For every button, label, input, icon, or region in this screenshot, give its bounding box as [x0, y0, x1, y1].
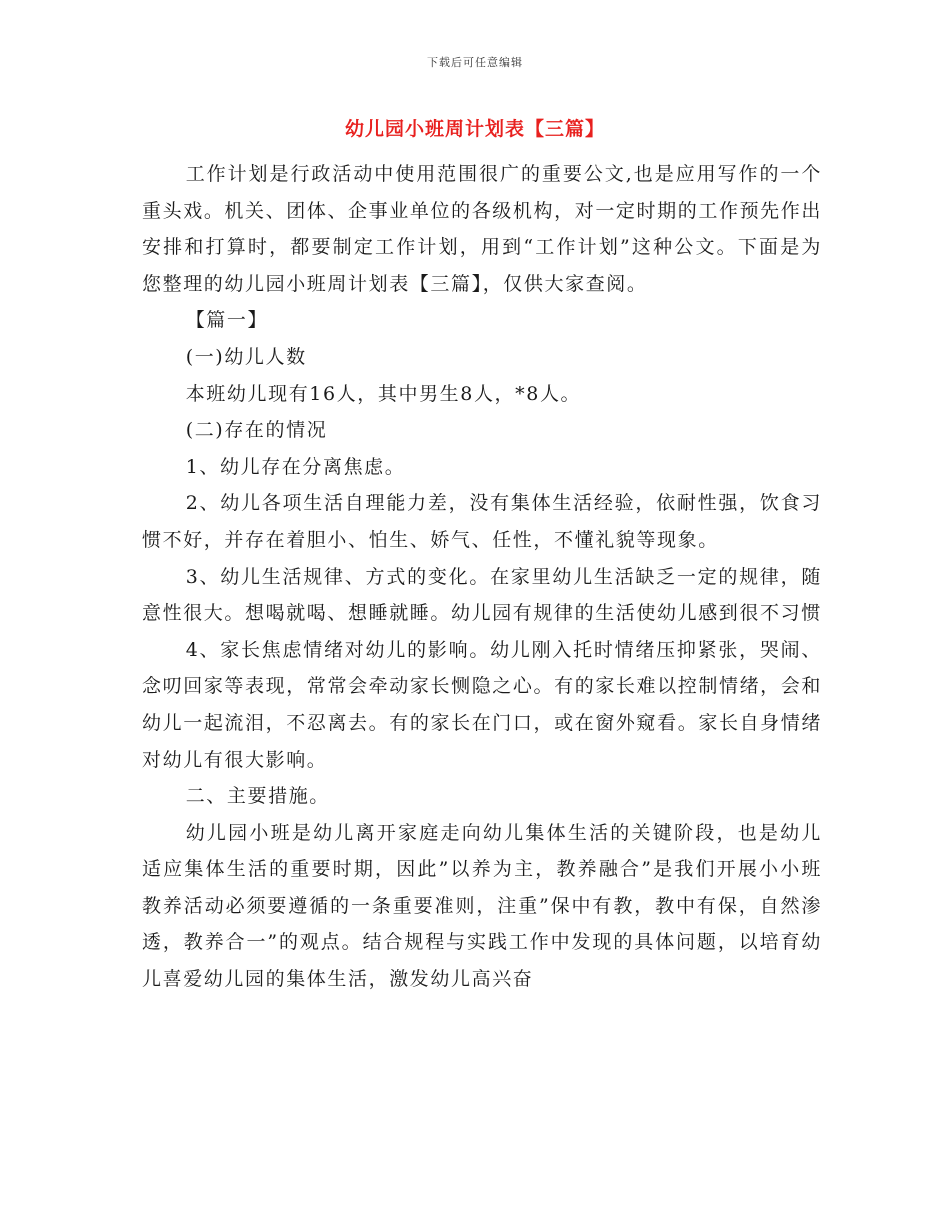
- situation-item-4: 4、家长焦虑情绪对幼儿的影响。幼儿刚入托时情绪压抑紧张，哭闹、念叨回家等表现，常常会牵动家长恻隐之心。有的家长难以控制情绪，会和幼儿一起流泪，不忍离去。有的家长在门口，或在窗外窥看。家长自身情绪对幼儿有很大影响。: [142, 638, 822, 771]
- subheading-main-measures: 二、主要措施。: [185, 785, 330, 808]
- section-heading-part-one: 【篇一】: [185, 309, 269, 332]
- document-body: [142, 156, 822, 998]
- document-title: 幼儿园小班周计划表【三篇】: [344, 118, 605, 140]
- header-note: 下载后可任意编辑: [427, 56, 523, 69]
- measures-paragraph: 幼儿园小班是幼儿离开家庭走向幼儿集体生活的关键阶段，也是幼儿适应集体生活的重要时期，因此”以养为主，教养融合”是我们开展小小班教养活动必须要遵循的一条重要准则，注重”保中有教，教中有保，自然渗透，教养合一”的观点。结合规程与实践工作中发现的具体问题，以培育幼儿喜爱幼儿园的集体生活，激发幼儿高兴奋: [142, 821, 822, 991]
- situation-item-1: 1、幼儿存在分离焦虑。: [185, 455, 406, 478]
- situation-item-3: 3、幼儿生活规律、方式的变化。在家里幼儿生活缺乏一定的规律，随意性很大。想喝就喝、想睡就睡。幼儿园有规律的生活使幼儿感到很不习惯: [142, 565, 822, 625]
- child-count-paragraph: 本班幼儿现有16人，其中男生8人，*8人。: [185, 382, 582, 405]
- subheading-child-count: (一)幼儿人数: [185, 345, 307, 368]
- intro-paragraph: 工作计划是行政活动中使用范围很广的重要公文,也是应用写作的一个重头戏。机关、团体、企事业单位的各级机构，对一定时期的工作预先作出安排和打算时，都要制定工作计划，用到“工作计划”这种公文。下面是为您整理的幼儿园小班周计划表【三篇】，仅供大家查阅。: [142, 163, 822, 295]
- situation-item-2: 2、幼儿各项生活自理能力差，没有集体生活经验，依耐性强，饮食习惯不好，并存在着胆小、怕生、娇气、任性，不懂礼貌等现象。: [142, 492, 822, 551]
- subheading-existing-situation: (二)存在的情况: [185, 419, 328, 442]
